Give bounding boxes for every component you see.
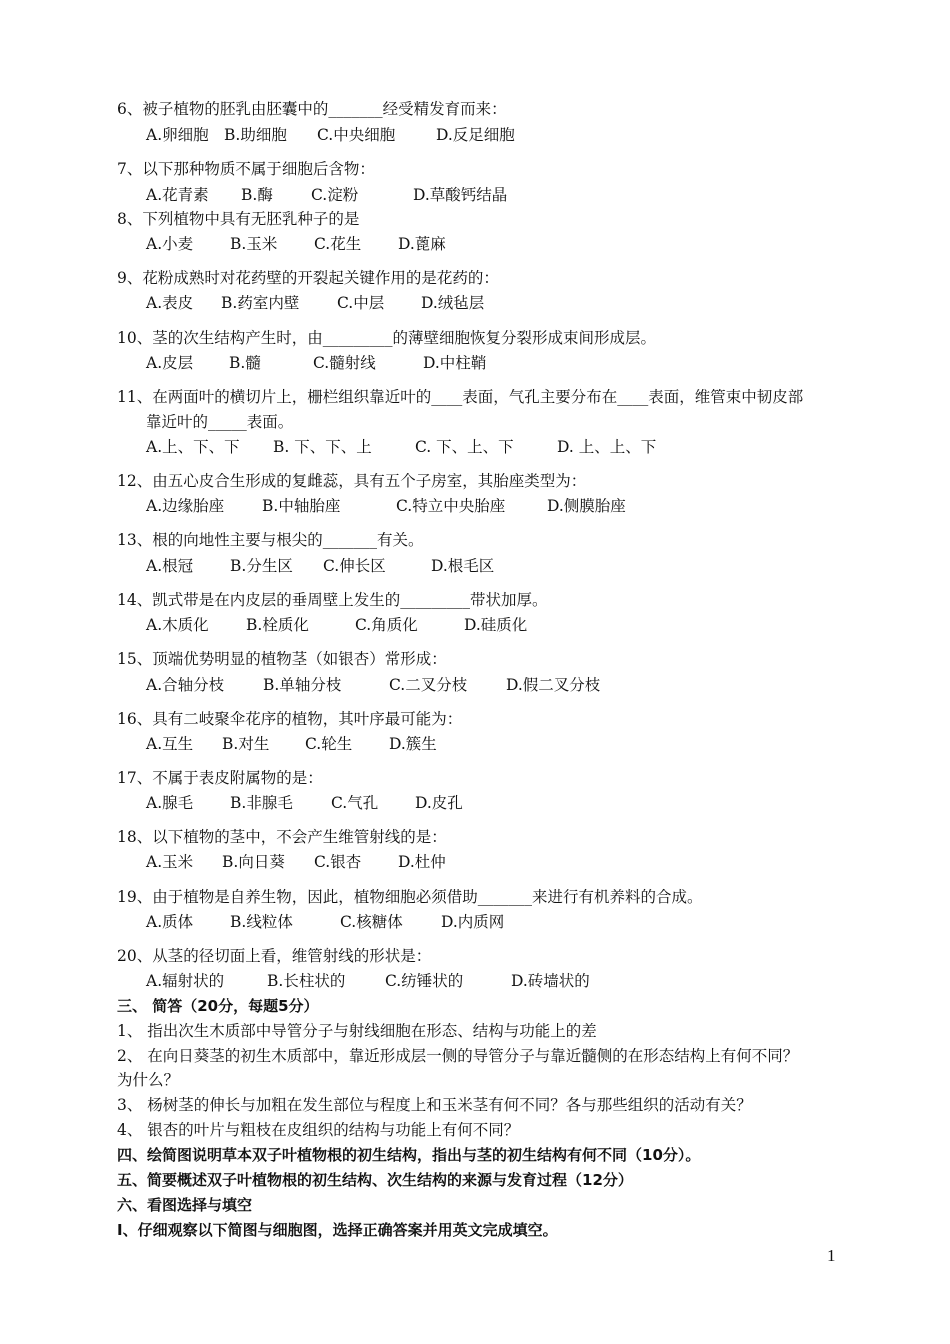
option: A.小麦 (146, 235, 194, 253)
option: C.花生 (314, 235, 362, 253)
question-18-options (146, 852, 446, 872)
question-19-stem: 19、由于植物是自养生物，因此，植物细胞必须借助_______来进行有机养料的合成。 (117, 888, 703, 906)
question-19-options (146, 912, 504, 932)
option: C. 下、上、下 (415, 438, 514, 456)
section-5-heading: 五、简要概述双子叶植物根的初生结构、次生结构的来源与发育过程（12分） (117, 1171, 633, 1189)
page-number: 1 (827, 1246, 836, 1265)
option: C.纺锤状的 (385, 972, 464, 990)
question-8-options (146, 234, 446, 254)
option: D.根毛区 (431, 557, 495, 575)
option: A.根冠 (146, 557, 194, 575)
option: B.对生 (222, 735, 270, 753)
option: B.酶 (241, 186, 273, 204)
option: D.蓖麻 (398, 235, 446, 253)
option: A.卵细胞 (146, 126, 209, 144)
option: A.腺毛 (146, 794, 194, 812)
option: C.髓射线 (313, 354, 376, 372)
option: A.玉米 (146, 853, 194, 871)
question-11-stem: 11、在两面叶的横切片上，栅栏组织靠近叶的____表面，气孔主要分布在____表面，维管束中韧皮部 (117, 388, 804, 406)
option: C.特立中央胎座 (396, 497, 506, 515)
option: D.中柱鞘 (423, 354, 487, 372)
question-18-stem: 18、以下植物的茎中，不会产生维管射线的是： (117, 828, 447, 846)
question-16-options (146, 734, 437, 754)
option: A.边缘胎座 (146, 497, 225, 515)
option: D.绒毡层 (421, 294, 485, 312)
option: B.线粒体 (230, 913, 293, 931)
question-13-stem: 13、根的向地性主要与根尖的_______有关。 (117, 531, 424, 549)
section-6-item-1: I、仔细观察以下简图与细胞图，选择正确答案并用英文完成填空。 (117, 1221, 558, 1239)
option: B.长柱状的 (267, 972, 346, 990)
option: B.助细胞 (224, 126, 287, 144)
option: A.合轴分枝 (146, 676, 225, 694)
option: C.轮生 (305, 735, 353, 753)
option: B.药室内壁 (221, 294, 300, 312)
option: B.单轴分枝 (263, 676, 342, 694)
short-answer-2: 2、 在向日葵茎的初生木质部中，靠近形成层一侧的导管分子与靠近髓侧的在形态结构上有何不同？ (117, 1047, 799, 1065)
option: C.银杏 (314, 853, 362, 871)
question-14-stem: 14、凯式带是在内皮层的垂周壁上发生的_________带状加厚。 (117, 591, 548, 609)
option: B.分生区 (230, 557, 293, 575)
question-10-stem: 10、茎的次生结构产生时，由_________的薄壁细胞恢复分裂形成束间形成层。 (117, 329, 656, 347)
question-9-options (146, 293, 484, 313)
option: B.向日葵 (222, 853, 285, 871)
question-17-options (146, 793, 463, 813)
question-15-options (146, 675, 600, 695)
option: C.淀粉 (311, 186, 359, 204)
question-12-options (146, 496, 626, 516)
option: A.上、下、下 (146, 438, 240, 456)
option: B.玉米 (230, 235, 278, 253)
question-20-options (146, 971, 590, 991)
short-answer-3: 3、 杨树茎的伸长与加粗在发生部位与程度上和玉米茎有何不同？各与那些组织的活动有关？ (117, 1096, 752, 1114)
option: D.草酸钙结晶 (413, 186, 508, 204)
question-11-options (146, 437, 656, 457)
question-20-stem: 20、从茎的径切面上看，维管射线的形状是： (117, 947, 432, 965)
question-6-options (146, 125, 515, 145)
option: B. 下、下、上 (273, 438, 372, 456)
option: D.簇生 (389, 735, 437, 753)
option: B.非腺毛 (230, 794, 293, 812)
question-16-stem: 16、具有二岐聚伞花序的植物，其叶序最可能为： (117, 710, 463, 728)
option: D.皮孔 (415, 794, 463, 812)
option: B.髓 (229, 354, 261, 372)
option: C.中层 (337, 294, 385, 312)
section-4-heading: 四、绘简图说明草本双子叶植物根的初生结构，指出与茎的初生结构有何不同（10分）。 (117, 1146, 701, 1164)
option: D. 上、上、下 (557, 438, 657, 456)
option: C.中央细胞 (317, 126, 396, 144)
question-7-stem: 7、以下那种物质不属于细胞后含物： (117, 160, 375, 178)
question-7-options (146, 185, 507, 205)
option: D.硅质化 (464, 616, 528, 634)
option: D.反足细胞 (436, 126, 515, 144)
short-answer-1: 1、 指出次生木质部中导管分子与射线细胞在形态、结构与功能上的差 (117, 1022, 597, 1040)
option: D.内质网 (441, 913, 505, 931)
option: B.中轴胎座 (262, 497, 341, 515)
option: C.伸长区 (323, 557, 386, 575)
option: A.花青素 (146, 186, 209, 204)
question-14-options (146, 615, 527, 635)
option: C.核糖体 (340, 913, 403, 931)
option: D.侧膜胎座 (547, 497, 626, 515)
section-6-heading: 六、看图选择与填空 (117, 1196, 253, 1214)
question-12-stem: 12、由五心皮合生形成的复雌蕊，具有五个子房室，其胎座类型为： (117, 472, 587, 490)
short-answer-2-continued: 为什么？ (117, 1071, 180, 1089)
option: B.栓质化 (246, 616, 309, 634)
question-8-stem: 8、下列植物中具有无胚乳种子的是 (117, 210, 360, 228)
option: A.表皮 (146, 294, 194, 312)
question-6-stem: 6、被子植物的胚乳由胚囊中的_______经受精发育而来： (117, 100, 507, 118)
option: A.互生 (146, 735, 194, 753)
question-10-options (146, 353, 486, 373)
option: D.砖墙状的 (511, 972, 590, 990)
option: A.木质化 (146, 616, 209, 634)
option: C.气孔 (331, 794, 379, 812)
option: D.杜仲 (398, 853, 446, 871)
question-9-stem: 9、花粉成熟时对花药壁的开裂起关键作用的是花药的： (117, 269, 499, 287)
question-13-options (146, 556, 494, 576)
question-15-stem: 15、顶端优势明显的植物茎（如银杏）常形成： (117, 650, 447, 668)
option: C.二叉分枝 (389, 676, 468, 694)
question-17-stem: 17、不属于表皮附属物的是： (117, 769, 323, 787)
option: A.辐射状的 (146, 972, 225, 990)
option: D.假二叉分枝 (506, 676, 601, 694)
option: C.角质化 (355, 616, 418, 634)
option: A.质体 (146, 913, 194, 931)
short-answer-4: 4、 银杏的叶片与粗枝在皮组织的结构与功能上有何不同？ (117, 1121, 520, 1139)
question-11-stem-continued: 靠近叶的_____表面。 (146, 413, 294, 431)
section-3-heading: 三、 简答（20分，每题5分） (117, 997, 319, 1015)
option: A.皮层 (146, 354, 194, 372)
